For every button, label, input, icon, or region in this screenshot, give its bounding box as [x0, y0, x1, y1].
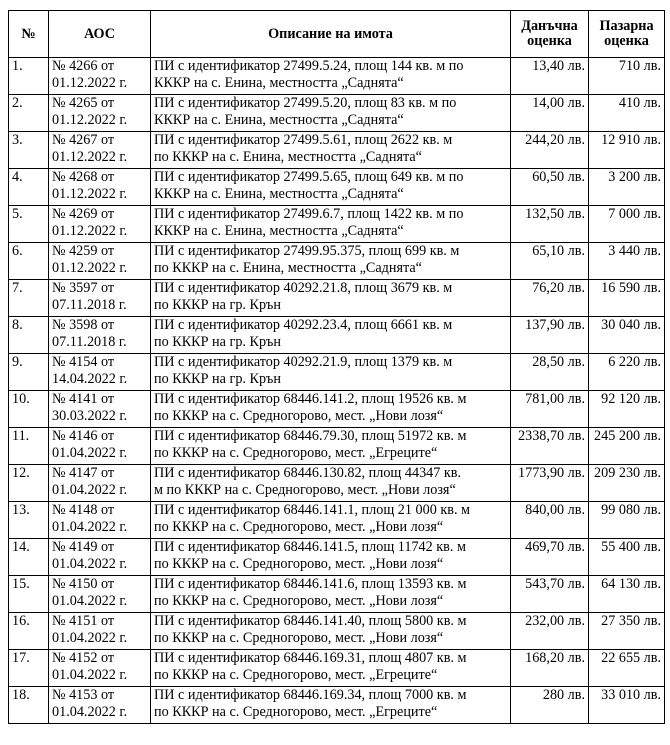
row-tax-valuation: 232,00 лв. [511, 613, 589, 650]
description-line1: ПИ с идентификатор 40292.21.8, площ 3679 кв. м [154, 280, 453, 296]
header-market-line2: оценка [604, 33, 649, 49]
row-description [151, 539, 511, 576]
row-tax-valuation: 543,70 лв. [511, 576, 589, 613]
header-description: Описание на имота [151, 11, 511, 58]
row-tax-valuation: 244,20 лв. [511, 132, 589, 169]
description-line2: КККР на с. Енина, местността „Саднята“ [154, 223, 404, 239]
description-line1: ПИ с идентификатор 27499.95.375, площ 699 кв. м [154, 243, 460, 259]
row-number: 12. [9, 465, 49, 502]
description-line2: по КККР на с. Средногорово, мест. „Нови лозя“ [154, 408, 444, 424]
row-tax-valuation: 14,00 лв. [511, 95, 589, 132]
row-number: 16. [9, 613, 49, 650]
table-row [9, 650, 665, 687]
description-line2: по КККР на с. Средногорово, мест. „Егреците“ [154, 704, 438, 720]
row-number: 2. [9, 95, 49, 132]
row-market-valuation: 99 080 лв. [589, 502, 665, 539]
description-line1: ПИ с идентификатор 27499.5.65, площ 649 кв. м по [154, 169, 464, 185]
aoc-date: 01.12.2022 г. [52, 149, 128, 165]
aoc-date: 14.04.2022 г. [52, 371, 128, 387]
description-line1: ПИ с идентификатор 27499.5.20, площ 83 кв. м по [154, 95, 457, 111]
description-line2: по КККР на с. Средногорово, мест. „Егреците“ [154, 667, 438, 683]
row-aoc [49, 132, 151, 169]
description-line2: по КККР на гр. Крън [154, 334, 281, 350]
aoc-date: 01.12.2022 г. [52, 112, 128, 128]
aoc-number: № 4269 от [52, 206, 115, 222]
row-number: 14. [9, 539, 49, 576]
row-description [151, 280, 511, 317]
description-line2: по КККР на с. Енина, местността „Саднята“ [154, 260, 422, 276]
row-aoc [49, 687, 151, 724]
row-market-valuation: 22 655 лв. [589, 650, 665, 687]
row-description [151, 58, 511, 95]
aoc-number: № 3598 от [52, 317, 115, 333]
aoc-number: № 4153 от [52, 687, 115, 703]
description-line1: ПИ с идентификатор 68446.141.5, площ 11742 кв. м [154, 539, 466, 555]
row-aoc [49, 650, 151, 687]
row-number: 13. [9, 502, 49, 539]
description-line1: ПИ с идентификатор 68446.141.2, площ 19526 кв. м [154, 391, 467, 407]
table-row [9, 206, 665, 243]
aoc-number: № 4266 от [52, 58, 115, 74]
description-line1: ПИ с идентификатор 68446.130.82, площ 44347 кв. [154, 465, 462, 481]
description-line1: ПИ с идентификатор 68446.141.1, площ 21 000 кв. м [154, 502, 471, 518]
row-description [151, 650, 511, 687]
table-row [9, 391, 665, 428]
description-line2: КККР на с. Енина, местността „Саднята“ [154, 186, 404, 202]
header-number: № [9, 11, 49, 58]
row-aoc [49, 206, 151, 243]
table-row [9, 687, 665, 724]
document-page [8, 10, 665, 724]
row-description [151, 206, 511, 243]
row-market-valuation: 55 400 лв. [589, 539, 665, 576]
description-line2: по КККР на с. Средногорово, мест. „Нови лозя“ [154, 593, 444, 609]
row-aoc [49, 243, 151, 280]
row-description [151, 243, 511, 280]
row-number: 1. [9, 58, 49, 95]
row-aoc [49, 354, 151, 391]
aoc-number: № 4147 от [52, 465, 115, 481]
row-description [151, 613, 511, 650]
description-line1: ПИ с идентификатор 68446.141.40, площ 5800 кв. м [154, 613, 467, 629]
description-line2: по КККР на с. Средногорово, мест. „Нови лозя“ [154, 630, 444, 646]
row-aoc [49, 576, 151, 613]
row-aoc [49, 317, 151, 354]
row-description [151, 354, 511, 391]
row-description [151, 95, 511, 132]
row-tax-valuation: 280 лв. [511, 687, 589, 724]
row-tax-valuation: 2338,70 лв. [511, 428, 589, 465]
row-tax-valuation: 840,00 лв. [511, 502, 589, 539]
row-market-valuation: 16 590 лв. [589, 280, 665, 317]
row-market-valuation: 92 120 лв. [589, 391, 665, 428]
aoc-number: № 4267 от [52, 132, 115, 148]
row-market-valuation: 12 910 лв. [589, 132, 665, 169]
table-row [9, 243, 665, 280]
aoc-date: 01.12.2022 г. [52, 260, 128, 276]
row-market-valuation: 30 040 лв. [589, 317, 665, 354]
table-row [9, 428, 665, 465]
table-row [9, 169, 665, 206]
row-number: 3. [9, 132, 49, 169]
row-aoc [49, 465, 151, 502]
header-market-line1: Пазарна [599, 18, 654, 34]
row-market-valuation: 245 200 лв. [589, 428, 665, 465]
description-line1: ПИ с идентификатор 68446.141.6, площ 13593 кв. м [154, 576, 467, 592]
row-aoc [49, 502, 151, 539]
row-description [151, 576, 511, 613]
aoc-date: 01.04.2022 г. [52, 482, 128, 498]
aoc-date: 01.04.2022 г. [52, 519, 128, 535]
description-line1: ПИ с идентификатор 40292.21.9, площ 1379 кв. м [154, 354, 453, 370]
row-description [151, 502, 511, 539]
row-description [151, 687, 511, 724]
description-line1: ПИ с идентификатор 27499.5.24, площ 144 кв. м по [154, 58, 464, 74]
table-header-row [9, 11, 665, 58]
header-tax-valuation [511, 11, 589, 58]
description-line2: по КККР на с. Енина, местността „Саднята“ [154, 149, 422, 165]
row-market-valuation: 33 010 лв. [589, 687, 665, 724]
description-line2: по КККР на гр. Крън [154, 371, 281, 387]
description-line1: ПИ с идентификатор 40292.23.4, площ 6661 кв. м [154, 317, 453, 333]
aoc-date: 30.03.2022 г. [52, 408, 128, 424]
row-description [151, 391, 511, 428]
aoc-date: 01.04.2022 г. [52, 667, 128, 683]
aoc-date: 01.04.2022 г. [52, 593, 128, 609]
aoc-number: № 4150 от [52, 576, 115, 592]
aoc-date: 01.04.2022 г. [52, 556, 128, 572]
aoc-number: № 4146 от [52, 428, 115, 444]
description-line1: ПИ с идентификатор 68446.79.30, площ 51972 кв. м [154, 428, 467, 444]
description-line1: ПИ с идентификатор 27499.5.61, площ 2622 кв. м [154, 132, 453, 148]
row-market-valuation: 64 130 лв. [589, 576, 665, 613]
row-description [151, 428, 511, 465]
row-market-valuation: 710 лв. [589, 58, 665, 95]
aoc-number: № 4268 от [52, 169, 115, 185]
row-market-valuation: 27 350 лв. [589, 613, 665, 650]
row-number: 11. [9, 428, 49, 465]
row-tax-valuation: 13,40 лв. [511, 58, 589, 95]
row-tax-valuation: 1773,90 лв. [511, 465, 589, 502]
row-aoc [49, 428, 151, 465]
aoc-number: № 4141 от [52, 391, 115, 407]
row-description [151, 169, 511, 206]
description-line2: по КККР на с. Средногорово, мест. „Егреците“ [154, 445, 438, 461]
row-number: 18. [9, 687, 49, 724]
aoc-date: 01.04.2022 г. [52, 445, 128, 461]
table-row [9, 576, 665, 613]
row-market-valuation: 7 000 лв. [589, 206, 665, 243]
row-number: 17. [9, 650, 49, 687]
row-number: 15. [9, 576, 49, 613]
row-description [151, 465, 511, 502]
description-line2: КККР на с. Енина, местността „Саднята“ [154, 75, 404, 91]
row-tax-valuation: 168,20 лв. [511, 650, 589, 687]
aoc-number: № 4151 от [52, 613, 115, 629]
table-row [9, 280, 665, 317]
description-line1: ПИ с идентификатор 68446.169.31, площ 4807 кв. м [154, 650, 467, 666]
row-market-valuation: 209 230 лв. [589, 465, 665, 502]
aoc-date: 07.11.2018 г. [52, 297, 127, 313]
row-number: 6. [9, 243, 49, 280]
row-market-valuation: 410 лв. [589, 95, 665, 132]
table-row [9, 539, 665, 576]
property-table [8, 10, 665, 724]
row-description [151, 132, 511, 169]
aoc-date: 01.12.2022 г. [52, 75, 128, 91]
header-tax-line1: Данъчна [521, 18, 578, 34]
table-row [9, 132, 665, 169]
table-row [9, 317, 665, 354]
row-description [151, 317, 511, 354]
row-aoc [49, 169, 151, 206]
aoc-date: 01.04.2022 г. [52, 630, 128, 646]
row-aoc [49, 58, 151, 95]
aoc-date: 01.04.2022 г. [52, 704, 128, 720]
table-row [9, 502, 665, 539]
row-number: 10. [9, 391, 49, 428]
row-number: 8. [9, 317, 49, 354]
aoc-number: № 4265 от [52, 95, 115, 111]
table-row [9, 613, 665, 650]
row-tax-valuation: 60,50 лв. [511, 169, 589, 206]
description-line1: ПИ с идентификатор 68446.169.34, площ 7000 кв. м [154, 687, 467, 703]
row-tax-valuation: 137,90 лв. [511, 317, 589, 354]
aoc-number: № 4149 от [52, 539, 115, 555]
row-number: 4. [9, 169, 49, 206]
aoc-number: № 4154 от [52, 354, 115, 370]
row-tax-valuation: 76,20 лв. [511, 280, 589, 317]
row-aoc [49, 280, 151, 317]
table-row [9, 95, 665, 132]
row-number: 5. [9, 206, 49, 243]
row-tax-valuation: 28,50 лв. [511, 354, 589, 391]
row-aoc [49, 539, 151, 576]
aoc-number: № 4152 от [52, 650, 115, 666]
row-tax-valuation: 781,00 лв. [511, 391, 589, 428]
row-number: 9. [9, 354, 49, 391]
description-line2: КККР на с. Енина, местността „Саднята“ [154, 112, 404, 128]
row-tax-valuation: 469,70 лв. [511, 539, 589, 576]
table-row [9, 465, 665, 502]
aoc-date: 07.11.2018 г. [52, 334, 127, 350]
description-line2: м по КККР на с. Средногорово, мест. „Нови лозя“ [154, 482, 456, 498]
header-tax-line2: оценка [527, 33, 572, 49]
row-aoc [49, 391, 151, 428]
row-tax-valuation: 132,50 лв. [511, 206, 589, 243]
aoc-date: 01.12.2022 г. [52, 223, 128, 239]
aoc-number: № 3597 от [52, 280, 115, 296]
row-tax-valuation: 65,10 лв. [511, 243, 589, 280]
aoc-number: № 4148 от [52, 502, 115, 518]
description-line1: ПИ с идентификатор 27499.6.7, площ 1422 кв. м по [154, 206, 464, 222]
description-line2: по КККР на гр. Крън [154, 297, 281, 313]
row-aoc [49, 95, 151, 132]
header-market-valuation [589, 11, 665, 58]
description-line2: по КККР на с. Средногорово, мест. „Нови лозя“ [154, 519, 444, 535]
table-row [9, 354, 665, 391]
row-market-valuation: 6 220 лв. [589, 354, 665, 391]
aoc-date: 01.12.2022 г. [52, 186, 128, 202]
aoc-number: № 4259 от [52, 243, 115, 259]
row-market-valuation: 3 440 лв. [589, 243, 665, 280]
description-line2: по КККР на с. Средногорово, мест. „Нови лозя“ [154, 556, 444, 572]
row-number: 7. [9, 280, 49, 317]
row-market-valuation: 3 200 лв. [589, 169, 665, 206]
row-aoc [49, 613, 151, 650]
header-aoc: АОС [49, 11, 151, 58]
table-row [9, 58, 665, 95]
